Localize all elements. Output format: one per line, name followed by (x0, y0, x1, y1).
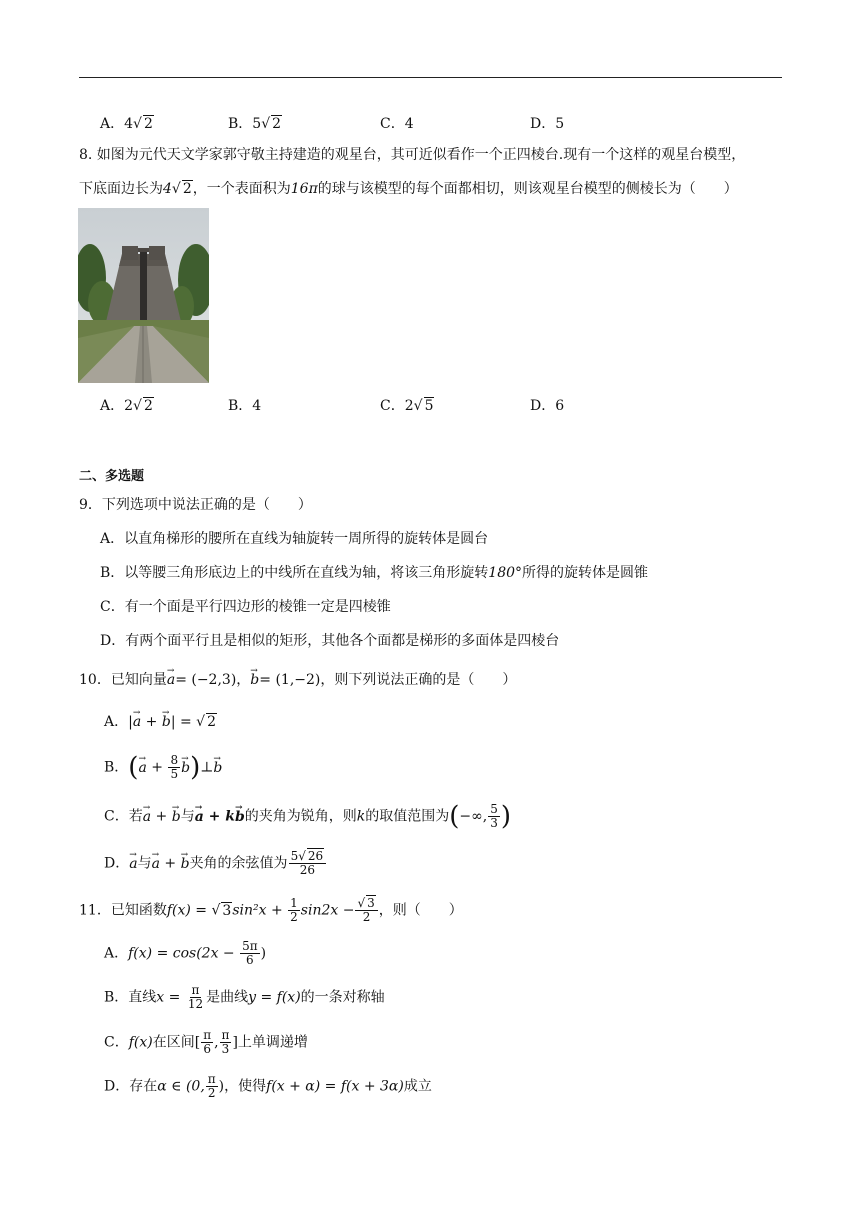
section-title: 二、多选题 (79, 469, 145, 484)
numerator: π (191, 983, 200, 997)
option-label: A． (100, 116, 125, 132)
q9-option-a[interactable]: A．以直角梯形的腰所在直线为轴旋转一周所得的旋转体是圆台 (100, 531, 489, 547)
k-var: k (225, 808, 235, 825)
fraction (240, 940, 260, 967)
vector-a: → a (143, 807, 151, 827)
denominator: 26 (299, 863, 315, 877)
q8-option-d[interactable] (530, 395, 564, 415)
fraction (355, 897, 377, 924)
header-rule (79, 77, 782, 78)
vector-b: → b (213, 758, 222, 778)
expr: y = f(x) (248, 989, 301, 1006)
text: 成立 (403, 1078, 432, 1095)
vector-a: → a (167, 670, 175, 690)
option-label: D．存在 (104, 1078, 158, 1095)
q11-option-b[interactable] (104, 984, 385, 1011)
q11-option-c[interactable] (104, 1029, 308, 1056)
denominator: 2 (290, 910, 298, 924)
denominator: 3 (221, 1042, 230, 1056)
observatory-icon (78, 208, 209, 383)
q9-option-c[interactable]: C．有一个面是平行四边形的棱锥一定是四棱锥 (100, 599, 391, 615)
text: ，使得 (224, 1078, 267, 1095)
coef: 2 (404, 398, 414, 414)
radicand: 3 (222, 902, 232, 919)
option-label: B．直线 (104, 989, 157, 1006)
text: 夹角的余弦值为 (189, 855, 288, 872)
prev-option-c[interactable] (380, 113, 414, 133)
numerator: 5 (490, 802, 498, 816)
q8-line1: 8. 如图为元代天文学家郭守敬主持建造的观星台，其可近似看作一个正四棱台.现有一个这样的观星台模型， (79, 147, 746, 163)
denominator: 3 (490, 816, 498, 830)
option-label: C．若 (104, 808, 143, 825)
denominator: 2 (362, 910, 371, 924)
numerator: 5π (242, 939, 258, 953)
text: ]上单调递增 (232, 1034, 308, 1051)
radicand: 26 (307, 849, 324, 863)
expr: f(x + α) = f(x + 3α) (266, 1078, 404, 1095)
q10-stem-post: ，则下列说法正确的是（ ） (320, 672, 517, 688)
close-paren: ) (260, 945, 267, 962)
prev-option-b[interactable]: B．5√ 2 (228, 116, 282, 132)
coef: 2 (124, 398, 134, 414)
comma: , (214, 1034, 219, 1051)
numerator: π (207, 1072, 216, 1086)
option-text: 5 (555, 116, 565, 132)
option-text: 6 (555, 398, 565, 414)
fraction (168, 754, 180, 781)
text: 与 (180, 808, 195, 825)
k-var: k (356, 808, 366, 825)
option-label: D． (530, 398, 556, 414)
q8-line2: 下底面边长为4√ 2，一个表面积为16π的球与该模型的每个面都相切，则该观星台模型的侧棱长为（ ） (79, 181, 738, 197)
q9-b-degree: 180° (488, 565, 523, 581)
fraction (220, 1029, 232, 1056)
range-left: −∞, (459, 808, 488, 825)
text: 的一条对称轴 (300, 989, 385, 1006)
option-label: B． (228, 398, 253, 414)
vector-a: → a (129, 854, 137, 874)
option-label: A． (104, 945, 129, 962)
numerator: π (221, 1028, 230, 1042)
vector-a: → a (195, 807, 204, 827)
denominator: 6 (203, 1042, 211, 1056)
q9-stem: 9．下列选项中说法正确的是（ ） (79, 497, 312, 513)
expr: f(x) (128, 1034, 153, 1051)
numerator: 1 (290, 896, 298, 910)
close-paren: ) (218, 1078, 225, 1095)
func: f(x) = (166, 902, 212, 919)
perp-symbol: ⊥ (200, 759, 214, 776)
radicand: 2 (272, 116, 282, 132)
fraction (201, 1029, 213, 1056)
numerator: √ 3 (355, 897, 377, 911)
vector-b: → b (172, 807, 181, 827)
q8-option-c[interactable]: C．2√ 5 (380, 398, 434, 414)
prev-option-d[interactable] (530, 113, 564, 133)
vector-a: → a (138, 758, 146, 778)
radicand: 2 (207, 714, 217, 730)
fraction (206, 1073, 218, 1100)
term: sin²x + (232, 902, 288, 919)
q10-option-c[interactable]: C．若→ a + → b与→ a + k→ b的夹角为锐角，则k的取值范围为(−∞, $\frac{5}{3}$ ) (104, 803, 511, 830)
text: 的夹角为锐角，则 (244, 808, 357, 825)
term: sin2x − (300, 902, 355, 919)
vector-b: → b (162, 712, 171, 732)
text: 的取值范围为 (365, 808, 450, 825)
q9-option-d[interactable]: D．有两个面平行且是相似的矩形，其他各个面都是梯形的多面体是四棱台 (100, 633, 560, 649)
option-label: C． (104, 1034, 129, 1051)
radicand: 5 (424, 398, 434, 414)
option-label: A． (104, 714, 129, 730)
fraction (186, 984, 205, 1011)
expr: x = (156, 989, 185, 1006)
denominator: 5 (170, 767, 179, 781)
prev-option-a[interactable]: A．4√ 2 (100, 116, 153, 132)
q10-option-a[interactable]: A．|→ a + → b| = √ 2 (104, 712, 217, 732)
denominator: 6 (246, 953, 254, 967)
denominator: 2 (207, 1086, 216, 1100)
observatory-photo (78, 208, 209, 383)
option-label: B． (104, 759, 129, 776)
vector-b: → b (235, 807, 245, 827)
vector-b: → b (181, 758, 190, 778)
q10-stem-pre: 10．已知向量 (79, 672, 167, 688)
coef: 5 (290, 849, 299, 863)
vector-a: → a (133, 712, 141, 732)
q8-coef: 4 (163, 181, 172, 197)
fraction (289, 850, 327, 877)
q10-option-b[interactable]: B．(→ a + $\frac{8}{5}$ → b)⊥→ b (104, 754, 222, 781)
q8-radicand: 2 (182, 181, 192, 197)
q8-area: 16π (290, 181, 318, 197)
numerator: π (203, 1028, 212, 1042)
q11-option-d[interactable] (104, 1073, 432, 1100)
expr: α ∈ (0, (157, 1078, 205, 1095)
option-label: B． (228, 116, 253, 132)
q8-text-d: 的球与该模型的每个面都相切，则该观星台模型的侧棱长为（ ） (317, 181, 738, 197)
denominator: 12 (187, 997, 204, 1011)
coef: 5 (252, 116, 262, 132)
fraction (288, 897, 300, 924)
option-label: D． (104, 855, 130, 872)
q11-stem: 11．已知函数f(x) = √ 3sin²x + $\frac{1}{2}$ sin2x − $\frac{√ 3}{2}$ ，则（ ） (79, 896, 463, 924)
q9-b-text-post: 所得的旋转体是圆锥 (522, 565, 649, 581)
option-label: A． (100, 398, 125, 414)
q9-option-b[interactable] (100, 563, 648, 583)
option-label: C． (380, 398, 405, 414)
option-text: 4 (404, 116, 414, 132)
equals: = (179, 714, 197, 730)
vector-a: → a (152, 854, 160, 874)
radicand: 3 (367, 896, 375, 910)
fraction (488, 803, 500, 830)
option-label: D． (530, 116, 556, 132)
q11-option-a[interactable] (104, 940, 266, 967)
q10-b-value: = (1,−2) (259, 672, 321, 688)
expr: f(x) = cos(2x − (128, 945, 240, 962)
option-label: C． (380, 116, 405, 132)
q10-sep: ， (236, 672, 251, 688)
vector-b: → b (250, 670, 259, 690)
radicand: 2 (143, 116, 153, 132)
q8-text-a: 下底面边长为 (79, 181, 163, 197)
q11-stem-post: ，则（ ） (378, 902, 463, 919)
q10-stem (79, 670, 516, 690)
radicand: 2 (143, 398, 153, 414)
numerator: 5√ 26 (289, 850, 327, 864)
q9-b-text: B．以等腰三角形底边上的中线所在直线为轴，将该三角形旋转 (100, 565, 489, 581)
text: 是曲线 (206, 989, 249, 1006)
q8-text-b: ，一个表面积为 (192, 181, 291, 197)
q8-option-b[interactable] (228, 395, 261, 415)
numerator: 8 (170, 753, 179, 767)
coef: 4 (124, 116, 134, 132)
q10-a-value: = (−2,3) (175, 672, 237, 688)
vector-b: → b (181, 854, 190, 874)
q10-option-d[interactable]: D．→ a与→ a + → b夹角的余弦值为 $\frac{5√ 26}{26}$ (104, 850, 327, 877)
q11-stem-pre: 11．已知函数 (79, 902, 167, 919)
option-text: 4 (252, 398, 262, 414)
q8-option-a[interactable]: A．2√ 2 (100, 398, 153, 414)
text: 在区间[ (152, 1034, 201, 1051)
text: 与 (137, 855, 152, 872)
